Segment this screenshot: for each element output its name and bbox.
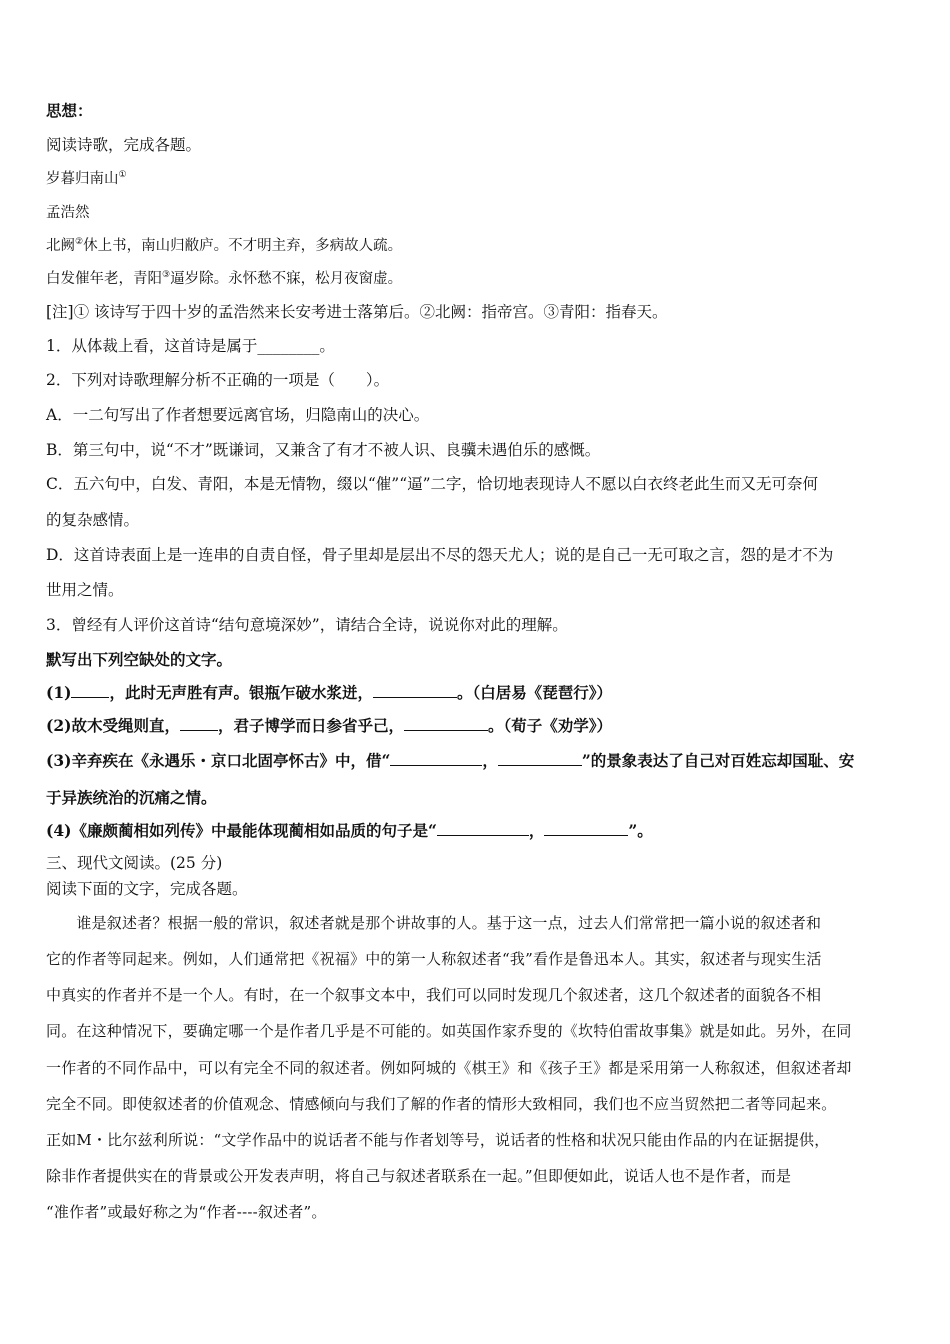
fill-blank[interactable] — [71, 683, 109, 698]
fill-blank[interactable] — [404, 716, 488, 731]
option-b: B．第三句中，说“不才”既谦词，又兼含了有才不被人识、良骥未遇伯乐的感慨。 — [46, 441, 601, 459]
section-3-heading: 三、现代文阅读。(25 分) — [46, 854, 223, 872]
footnote-marker: ① — [118, 170, 127, 181]
question-2: 2．下列对诗歌理解分析不正确的一项是（ ）。 — [46, 371, 390, 389]
dictation-heading: 默写出下列空缺处的文字。 — [46, 650, 233, 669]
question-3: 3．曾经有人评价这首诗“结句意境深妙”，请结合全诗，说说你对此的理解。 — [46, 616, 568, 634]
footnote-marker: ② — [75, 237, 84, 248]
passage-line: 谁是叙述者？根据一般的常识，叙述者就是那个讲故事的人。基于这一点，过去人们常常把一篇小说的叙述者和 — [46, 914, 822, 932]
fill-blank[interactable] — [437, 821, 529, 836]
section-3-instruction: 阅读下面的文字，完成各题。 — [46, 880, 248, 898]
fill-blank[interactable] — [390, 751, 482, 766]
poem-instruction: 阅读诗歌，完成各题。 — [46, 136, 202, 154]
passage-line: 它的作者等同起来。例如，人们通常把《祝福》中的第一人称叙述者“我”看作是鲁迅本人。其实，叙述者与现实生活 — [46, 950, 822, 968]
passage-line: 正如M・比尔兹利所说：“文学作品中的说话者不能与作者划等号，说话者的性格和状况只能由作品的内在证据提供， — [46, 1131, 830, 1149]
section-heading-thought: 思想： — [46, 101, 93, 120]
poem-line-1: 北阙②休上书，南山归敝庐。不才明主弃，多病故人疏。 — [46, 237, 403, 254]
passage-line: 中真实的作者并不是一个人。有时，在一个叙事文本中，我们可以同时发现几个叙述者，这几个叙述者的面貌各不相 — [46, 986, 822, 1004]
poem-title: 岁暮归南山① — [46, 170, 127, 187]
passage-line: 完全不同。即使叙述者的价值观念、情感倾向与我们了解的作者的情形大致相同，我们也不应当贸然把二者等同起来。 — [46, 1095, 837, 1113]
fill-blank[interactable] — [180, 716, 218, 731]
passage-line: 同。在这种情况下，要确定哪一个是作者几乎是不可能的。如英国作家乔叟的《坎特伯雷故事集》就是如此。另外，在同 — [46, 1022, 852, 1040]
poem-line-2: 白发催年老，青阳③逼岁除。永怀愁不寐，松月夜窗虚。 — [46, 270, 403, 287]
option-c-line-2: 的复杂感情。 — [46, 511, 140, 529]
dictation-item-1: (1) ，此时无声胜有声。银瓶乍破水浆迸， 。（白居易《琵琶行》） — [46, 683, 612, 702]
poem-author: 孟浩然 — [46, 205, 90, 221]
option-a: A．一二句写出了作者想要远离官场，归隐南山的决心。 — [46, 406, 430, 424]
fill-blank[interactable] — [373, 683, 457, 698]
option-d-line-2: 世用之情。 — [46, 581, 124, 599]
dictation-item-2: (2)故木受绳则直， ，君子博学而日参省乎己， 。（荀子《劝学》） — [46, 716, 612, 735]
passage-line: 除非作者提供实在的背景或公开发表声明，将自己与叙述者联系在一起。”但即便如此，说话人也不是作者，而是 — [46, 1167, 792, 1185]
option-c-line-1: C．五六句中，白发、青阳，本是无情物，缀以“催”“逼”二字，恰切地表现诗人不愿以白衣终老此生而又无可奈何 — [46, 475, 819, 493]
poem-notes: [注]① 该诗写于四十岁的孟浩然来长安考进士落第后。②北阙：指帝宫。③青阳：指春天。 — [46, 303, 668, 321]
option-d-line-1: D．这首诗表面上是一连串的自责自怪，骨子里却是层出不尽的怨天尤人；说的是自己一无可取之言，怨的是才不为 — [46, 546, 834, 564]
footnote-marker: ③ — [162, 270, 171, 281]
passage-line: “准作者”或最好称之为“作者----叙述者”。 — [46, 1203, 327, 1221]
dictation-item-3-line-2: 于异族统治的沉痛之情。 — [46, 788, 217, 807]
fill-blank[interactable] — [544, 821, 628, 836]
dictation-item-4: (4)《廉颇蔺相如列传》中最能体现蔺相如品质的句子是“ ， ”。 — [46, 821, 653, 840]
fill-blank[interactable] — [498, 751, 582, 766]
dictation-item-3-line-1: (3)辛弃疾在《永遇乐・京口北固亭怀古》中，借“ ， ”的景象表达了自己对百姓忘却国耻、安 — [46, 751, 855, 770]
question-1: 1．从体裁上看，这首诗是属于________。 — [46, 337, 335, 355]
passage-line: 一作者的不同作品中，可以有完全不同的叙述者。例如阿城的《棋王》和《孩子王》都是采用第一人称叙述，但叙述者却 — [46, 1059, 852, 1077]
